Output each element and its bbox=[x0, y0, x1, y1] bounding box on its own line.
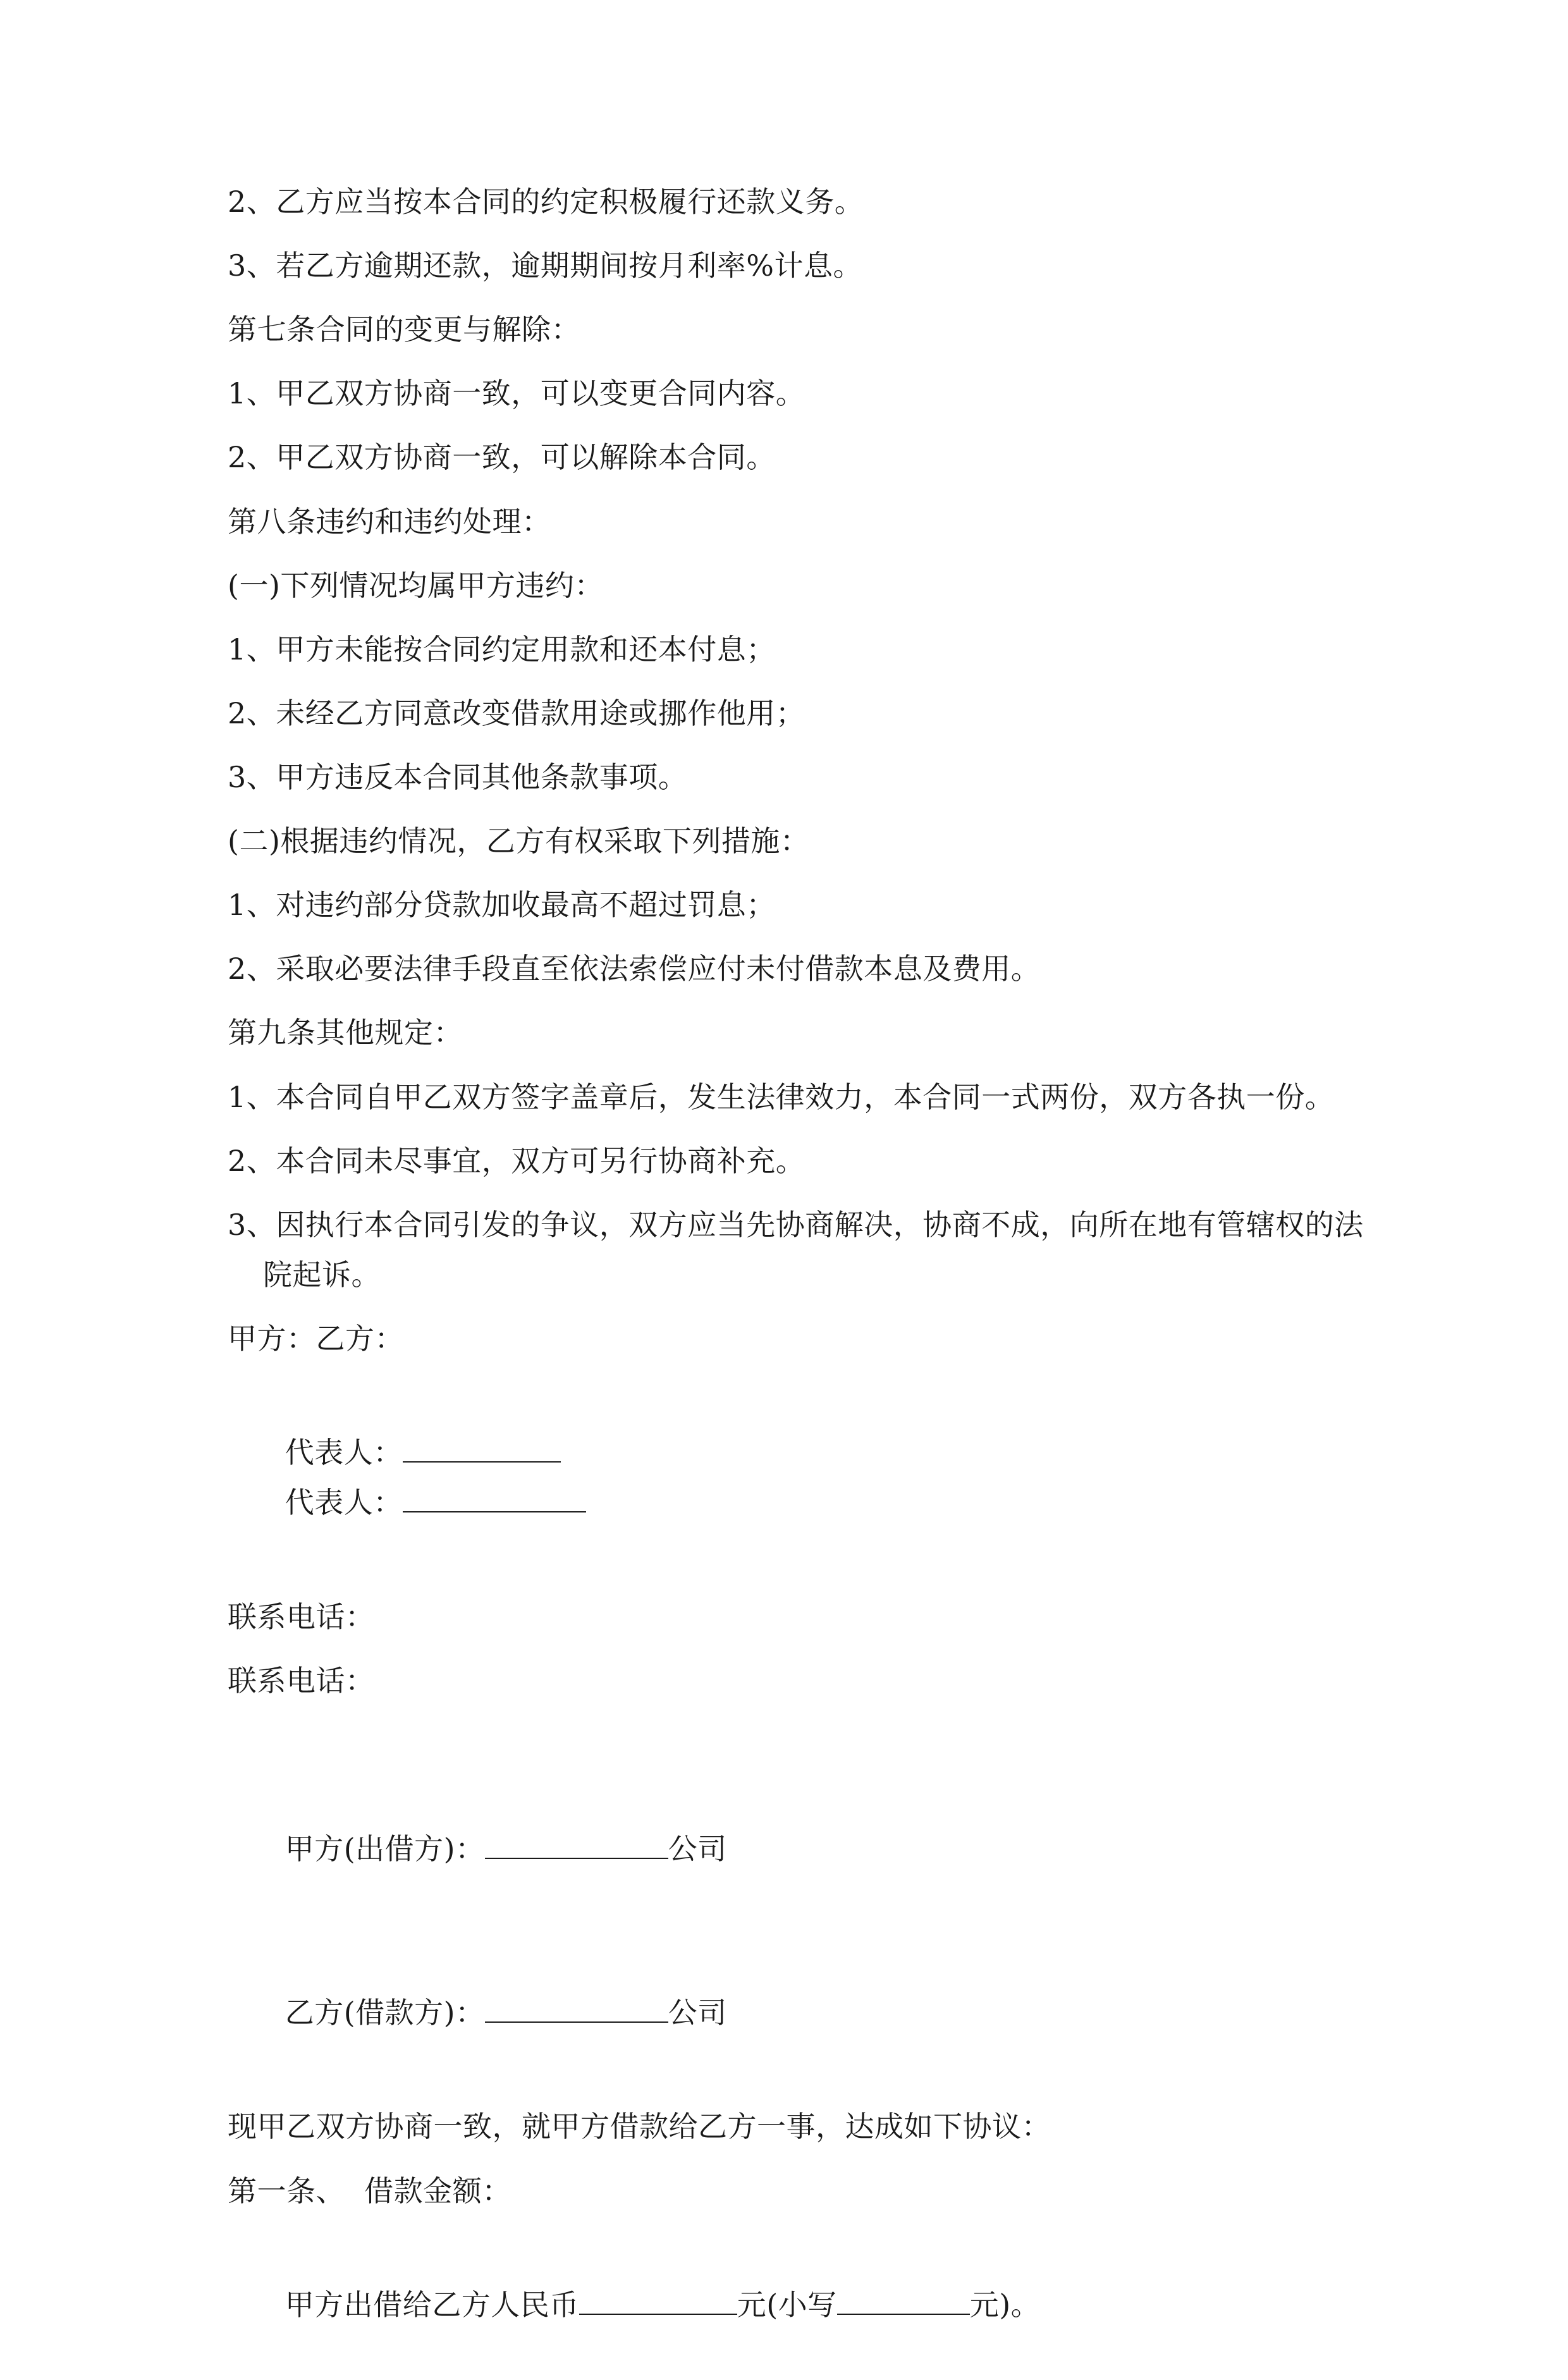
paragraph-text: (一)下列情况均属甲方违约： bbox=[228, 568, 604, 603]
document-body bbox=[228, 177, 1385, 2380]
party-a-line bbox=[228, 1774, 1385, 1924]
representative-label-a: 代表人： bbox=[285, 1435, 403, 1470]
paragraph-text: 1、本合同自甲乙双方签字盖章后，发生法律效力，本合同一式两份，双方各执一份。 bbox=[228, 1079, 1335, 1114]
paragraph-text: 2、本合同未尽事宜，双方可另行协商补充。 bbox=[228, 1143, 805, 1178]
party-b-name-field[interactable] bbox=[485, 2021, 668, 2023]
paragraph-text: 2、采取必要法律手段直至依法索偿应付未付借款本息及费用。 bbox=[228, 952, 1041, 986]
loan-amount-suffix: 元)。 bbox=[969, 2287, 1041, 2322]
paragraph-text: 1、对违约部分贷款加收最高不超过罚息； bbox=[228, 888, 776, 923]
representative-label-b: 代表人： bbox=[285, 1485, 403, 1520]
party-a-label: 甲方(出借方)： bbox=[285, 1831, 485, 1866]
paragraph-heading: 第八条违约和违约处理： bbox=[228, 504, 551, 539]
paragraph-heading: 第七条合同的变更与解除： bbox=[228, 312, 580, 347]
paragraph-text: 2、乙方应当按本合同的约定积极履行还款义务。 bbox=[228, 185, 864, 219]
loan-amount-uppercase-field[interactable] bbox=[579, 2314, 737, 2315]
article-one-heading: 第一条、 借款金额： bbox=[228, 2173, 511, 2208]
paragraph-text: 3、若乙方逾期还款，逾期期间按月利率%计息。 bbox=[228, 248, 862, 283]
representative-a-field[interactable] bbox=[403, 1461, 561, 1463]
loan-amount-line bbox=[228, 2230, 1385, 2380]
loan-amount-prefix: 甲方出借给乙方人民币 bbox=[285, 2287, 579, 2322]
paragraph-text: 2、未经乙方同意改变借款用途或挪作他用； bbox=[228, 696, 805, 730]
section-spacer bbox=[228, 1720, 1385, 1774]
parties-line: 甲方：乙方： bbox=[228, 1321, 404, 1356]
representative-line bbox=[228, 1378, 1385, 1578]
paragraph-text: 2、甲乙双方协商一致，可以解除本合同。 bbox=[228, 440, 776, 475]
agreement-intro: 现甲乙双方协商一致，就甲方借款给乙方一事，达成如下协议： bbox=[228, 2109, 1051, 2144]
party-b-label: 乙方(借款方)： bbox=[285, 1996, 485, 2030]
party-a-name-field[interactable] bbox=[485, 1858, 668, 1859]
phone-label-1: 联系电话： bbox=[228, 1599, 375, 1634]
loan-amount-lowercase-field[interactable] bbox=[837, 2314, 970, 2315]
phone-label-2: 联系电话： bbox=[228, 1663, 375, 1698]
paragraph-text: (二)根据违约情况，乙方有权采取下列措施： bbox=[228, 824, 810, 859]
loan-amount-mid: 元(小写 bbox=[737, 2287, 837, 2322]
paragraph-text: 1、甲方未能按合同约定用款和还本付息； bbox=[228, 632, 776, 666]
paragraph-text: 3、因执行本合同引发的争议，双方应当先协商解决，协商不成，向所在地有管辖权的法院起诉。 bbox=[228, 1207, 1364, 1292]
representative-b-field[interactable] bbox=[403, 1511, 586, 1512]
paragraph-text: 3、甲方违反本合同其他条款事项。 bbox=[228, 759, 688, 794]
paragraph-text: 1、甲乙双方协商一致，可以变更合同内容。 bbox=[228, 376, 805, 411]
party-a-suffix: 公司 bbox=[668, 1831, 727, 1866]
party-b-suffix: 公司 bbox=[668, 1996, 727, 2030]
party-b-line bbox=[228, 1938, 1385, 2088]
paragraph-heading: 第九条其他规定： bbox=[228, 1015, 463, 1050]
